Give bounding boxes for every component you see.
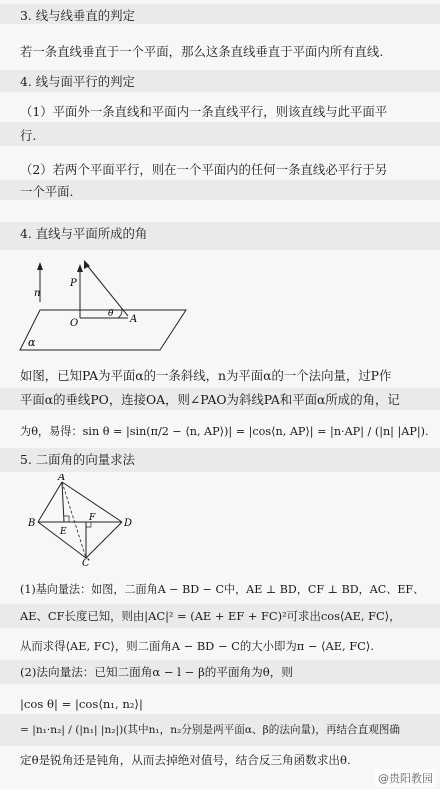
angle-para-line2: 平面α的垂线PO，连接OA，则∠PAO为斜线PA和平面α所成的角，记	[20, 392, 400, 407]
method2-line1: (2)法向量法：已知二面角α − l − β的平面角为θ，则	[20, 665, 293, 679]
watermark: @贵阳教园	[375, 769, 436, 787]
label-D: D	[124, 518, 133, 529]
figure-line-plane-angle	[18, 258, 188, 358]
segment-AC	[62, 482, 86, 558]
s3-title: 3. 线与线垂直的判定	[20, 8, 135, 23]
label-P: P	[70, 278, 77, 289]
method1-line2: AE、CF长度已知，则由|AC|² = (AE + EF + FC)²可求出cos⟨AE, FC⟩，	[20, 609, 401, 623]
label-A2: A	[58, 474, 66, 483]
s3-body: 若一条直线垂直于一个平面，那么这条直线垂直于平面内所有直线.	[20, 44, 384, 59]
label-n: n	[34, 288, 41, 299]
normal-arrow-head	[37, 262, 43, 270]
label-C: C	[82, 558, 90, 566]
label-theta: θ	[108, 309, 114, 319]
method1-line1: (1)基向量法：如图，二面角A − BD − C中，AE ⊥ BD，CF ⊥ BD，AC、EF、	[20, 583, 425, 596]
angle-title: 4. 直线与平面所成的角	[20, 226, 148, 241]
figure-dihedral-angle	[26, 474, 156, 566]
edge-CD	[86, 522, 122, 558]
method2-line4: 定θ是锐角还是钝角，从而去掉绝对值号，结合反三角函数求出θ.	[20, 753, 351, 767]
angle-para-line1: 如图，已知PA为平面α的一条斜线，n为平面α的一个法向量，过P作	[20, 368, 392, 383]
edge-BA	[38, 482, 62, 522]
label-O: O	[70, 318, 79, 329]
label-B: B	[28, 518, 36, 529]
label-A: A	[130, 314, 138, 325]
method2-line2: |cos θ| = |cos⟨n₁, n₂⟩|	[20, 697, 143, 711]
s4-item1-line2: 行.	[20, 128, 37, 143]
method2-line3: = |n₁·n₂| / (|n₁| |n₂|)(其中n₁，n₂分别是两平面α、β的法向量)，再结合直观图确	[20, 724, 400, 736]
label-alpha: α	[28, 336, 36, 349]
s4-item2-line2: 一个平面.	[20, 184, 74, 199]
label-E: E	[60, 527, 67, 537]
arrow-up-P	[77, 264, 83, 272]
band-s4-item1b	[0, 122, 440, 146]
angle-para-line3: 为θ，易得：sin θ = |sin(π/2 − ⟨n, AP⟩)| = |cos⟨n, AP⟩| = |n·AP| / (|n| |AP|).	[20, 425, 429, 438]
segment-PA	[86, 264, 128, 316]
s5-title: 5. 二面角的向量求法	[20, 452, 135, 467]
s4-title: 4. 线与面平行的判定	[20, 74, 135, 89]
method1-line3: 从而求得⟨AE, FC⟩，则二面角A − BD − C的大小即为π − ⟨AE, FC⟩.	[20, 639, 374, 653]
plane-alpha-shape	[20, 310, 186, 350]
label-F: F	[89, 513, 96, 523]
s4-item1-line1: （1）平面外一条直线和平面内一条直线平行，则该直线与此平面平	[20, 104, 388, 119]
right-angle-E	[64, 516, 69, 522]
s4-item2-line1: （2）若两个平面平行，则在一个平面内的任何一条直线必平行于另	[20, 162, 388, 177]
